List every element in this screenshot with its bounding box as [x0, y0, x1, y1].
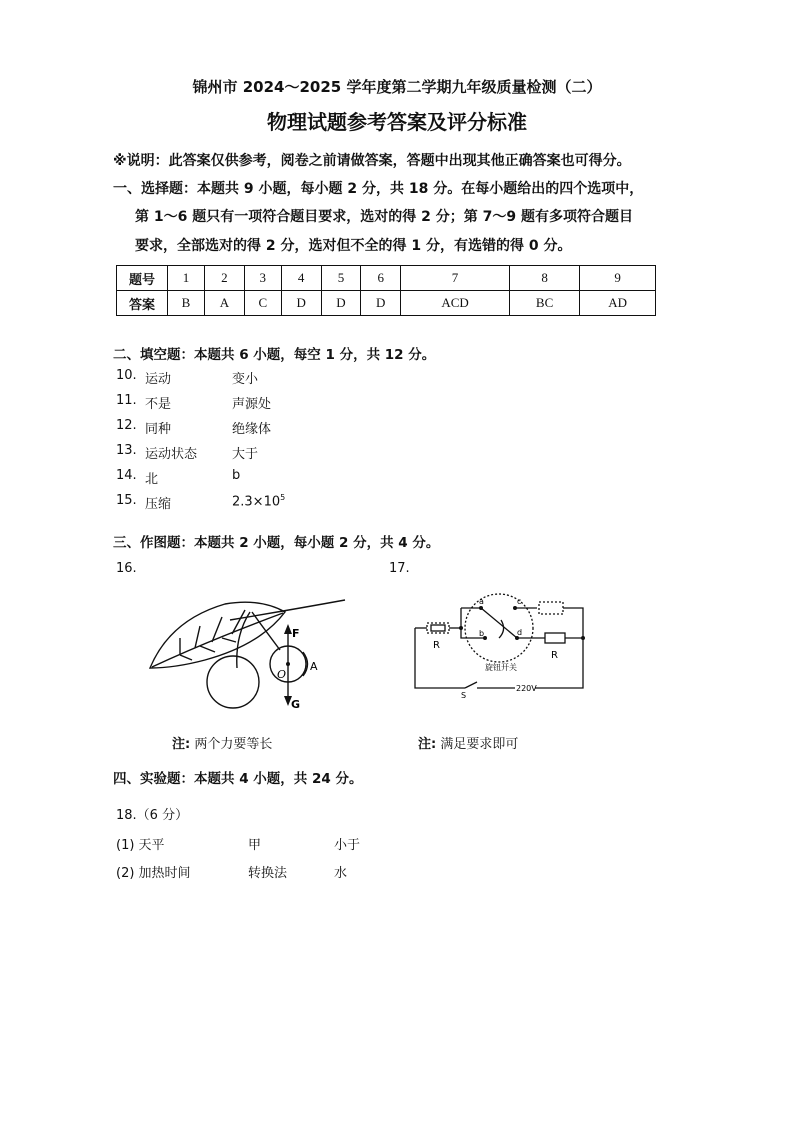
document-title: 锦州市 2024～2025 学年度第二学期九年级质量检测（二） [192, 78, 602, 96]
item-answer-a: 运动状态 [145, 447, 198, 462]
figure-17-circuit-diagram [405, 590, 595, 700]
table-cell: A [205, 291, 245, 316]
answer-cell-b: 转换法 [248, 866, 288, 881]
item-answer-a: 北 [145, 472, 159, 487]
answer-cell-b: 甲 [248, 838, 262, 853]
label-R-left: R [433, 640, 440, 651]
answer-table [116, 265, 656, 316]
table-cell: AD [580, 291, 656, 316]
table-row-answers [117, 291, 656, 316]
explanation-note: ※说明：此答案仅供参考，阅卷之前请做答案，答题中出现其他正确答案也可得分。 [113, 153, 631, 169]
table-cell: 7 [401, 266, 510, 291]
exponent: 5 [280, 493, 286, 502]
section2-heading: 二、填空题：本题共 6 小题，每空 1 分，共 12 分。 [113, 347, 436, 363]
item-number: 15. [116, 493, 137, 508]
table-cell: 1 [168, 266, 205, 291]
section1-heading: 一、选择题：本题共 9 小题，每小题 2 分，共 18 分。在每小题给出的四个选项中， [113, 181, 644, 197]
item-answer-b: 大于 [232, 447, 259, 462]
item-number: 12. [116, 418, 137, 433]
table-cell: 9 [580, 266, 656, 291]
item-answer-b [232, 493, 285, 509]
fruit-left [207, 656, 259, 708]
note-17-text: 满足要求即可 [440, 737, 519, 752]
answer-cell-c: 小于 [334, 838, 361, 853]
resistor-left [431, 625, 445, 631]
label-R-right: R [551, 650, 558, 661]
table-cell: 4 [281, 266, 321, 291]
table-cell: B [168, 291, 205, 316]
label-G: G [291, 698, 301, 710]
table-cell: C [244, 291, 281, 316]
label-a: a [479, 597, 484, 606]
note-16-text: 两个力要等长 [194, 737, 273, 752]
table-row-numbers [117, 266, 656, 291]
section1-line2: 第 1～6 题只有一项符合题目要求，选对的得 2 分；第 7～9 题有多项符合题目 [135, 209, 633, 225]
table-cell: D [281, 291, 321, 316]
answer-cell-a: (1) 天平 [116, 838, 165, 853]
label-rotary-switch: 旋钮开关 [485, 663, 517, 672]
label-S: S [461, 691, 467, 700]
label-c: c [517, 597, 522, 606]
resistor-right [545, 633, 565, 643]
document-subtitle: 物理试题参考答案及评分标准 [267, 110, 527, 134]
table-header-answer: 答案 [117, 291, 168, 316]
question-18-title: 18.（6 分） [116, 808, 189, 823]
question-17-number: 17. [389, 561, 410, 576]
dashed-box-top [539, 602, 563, 614]
label-F: F [292, 627, 300, 640]
label-220V: 220V [516, 684, 537, 693]
note-16-label: 注: [172, 737, 191, 752]
label-A: A [310, 660, 318, 673]
table-cell: 3 [244, 266, 281, 291]
table-cell: 6 [361, 266, 401, 291]
scientific-value: 2.3×10 [232, 494, 281, 510]
table-cell: ACD [401, 291, 510, 316]
item-number: 13. [116, 443, 137, 458]
note-17 [418, 733, 518, 752]
section3-heading: 三、作图题：本题共 2 小题，每小题 2 分，共 4 分。 [113, 535, 440, 551]
answer-cell-a: (2) 加热时间 [116, 866, 191, 881]
table-header-number: 题号 [117, 266, 168, 291]
label-b: b [479, 629, 485, 638]
table-cell: 8 [510, 266, 580, 291]
item-answer-b: b [232, 468, 241, 483]
item-number: 11. [116, 393, 137, 408]
item-answer-a: 同种 [145, 422, 172, 437]
question-16-number: 16. [116, 561, 137, 576]
item-number: 14. [116, 468, 137, 483]
table-cell: 2 [205, 266, 245, 291]
section1-line3: 要求，全部选对的得 2 分，选对但不全的得 1 分，有选错的得 0 分。 [135, 238, 572, 254]
item-answer-a: 运动 [145, 372, 172, 387]
item-answer-b: 绝缘体 [232, 422, 272, 437]
table-cell: D [321, 291, 361, 316]
figure-16-leaf-diagram [140, 590, 360, 710]
label-O: O [277, 668, 287, 681]
item-answer-a: 不是 [145, 397, 172, 412]
item-answer-a: 压缩 [145, 497, 172, 512]
switch-S [465, 682, 477, 688]
label-d: d [517, 628, 523, 637]
note-16 [172, 733, 272, 752]
table-cell: BC [510, 291, 580, 316]
rotary-switch-circle [465, 594, 533, 662]
item-answer-b: 声源处 [232, 397, 272, 412]
answer-cell-c: 水 [334, 866, 348, 881]
note-17-label: 注: [418, 737, 437, 752]
item-number: 10. [116, 368, 137, 383]
table-cell: 5 [321, 266, 361, 291]
table-cell: D [361, 291, 401, 316]
item-answer-b: 变小 [232, 372, 259, 387]
section4-heading: 四、实验题：本题共 4 小题，共 24 分。 [113, 771, 363, 787]
